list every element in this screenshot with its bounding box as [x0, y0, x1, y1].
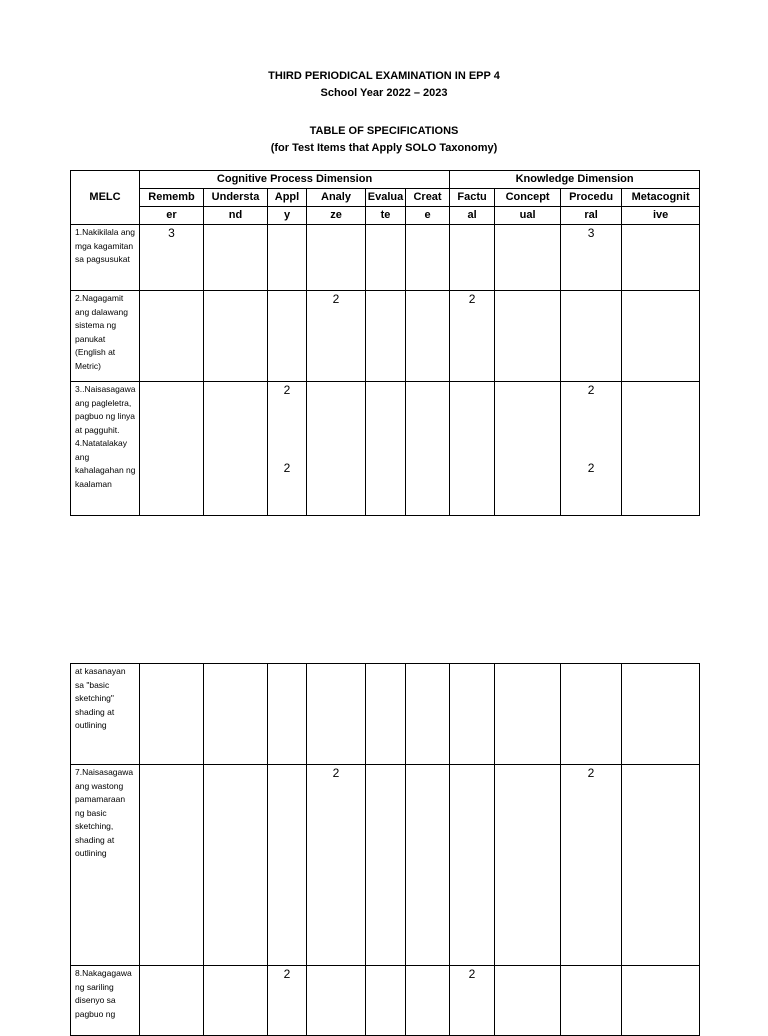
value-cell	[450, 225, 495, 291]
value-cell	[307, 966, 366, 1036]
value-cell	[366, 765, 406, 966]
value-cell	[204, 382, 268, 516]
col-header-procedural-cont: ral	[561, 207, 622, 225]
value-cell	[622, 765, 700, 966]
value-cell: 2 2	[268, 382, 307, 516]
col-header-apply: Appl	[268, 189, 307, 207]
value-cell	[140, 966, 204, 1036]
value-cell	[366, 225, 406, 291]
col-header-metacognitive: Metacognit	[622, 189, 700, 207]
value-cell	[406, 664, 450, 765]
table-row	[71, 225, 700, 291]
melc-cell: 7.Naisasagawa ang wastong pamamaraan ng basic sketching, shading at outlining	[71, 765, 140, 966]
value-cell	[495, 664, 561, 765]
value-cell	[204, 765, 268, 966]
melc-text-item-3: 3..Naisasagawa ang pagleletra, pagbuo ng linya at pagguhit.	[75, 384, 136, 435]
knowledge-dimension-header: Knowledge Dimension	[450, 171, 700, 189]
value-cell	[406, 966, 450, 1036]
value-cell: 3	[561, 225, 622, 291]
col-header-evaluate-cont: te	[366, 207, 406, 225]
melc-cell: 2.Nagagamit ang dalawang sistema ng panukat (English at Metric)	[71, 291, 140, 382]
col-header-procedural: Procedu	[561, 189, 622, 207]
value-cell	[204, 664, 268, 765]
col-header-conceptual: Concept	[495, 189, 561, 207]
col-header-evaluate: Evalua	[366, 189, 406, 207]
value-cell	[622, 382, 700, 516]
value-cell	[622, 291, 700, 382]
table-row	[71, 966, 700, 1036]
value-cell	[561, 664, 622, 765]
value-cell: 2	[307, 765, 366, 966]
table-row	[71, 664, 700, 765]
value-cell	[450, 765, 495, 966]
value-cell	[204, 291, 268, 382]
tos-subtitle: (for Test Items that Apply SOLO Taxonomy)	[270, 142, 498, 154]
value-cell	[140, 382, 204, 516]
melc-cell: 8.Nakagagawa ng sariling disenyo sa pagbuo ng	[71, 966, 140, 1036]
col-header-understand: Understa	[204, 189, 268, 207]
melc-header: MELC	[71, 171, 140, 225]
value-cell	[307, 664, 366, 765]
value-cell	[140, 765, 204, 966]
value-cell	[307, 225, 366, 291]
col-header-analyze-cont: ze	[307, 207, 366, 225]
value-cell: 2	[450, 966, 495, 1036]
tos-title: TABLE OF SPECIFICATIONS	[309, 125, 459, 137]
col-header-analyze: Analy	[307, 189, 366, 207]
value-cell: 2	[307, 291, 366, 382]
value-cell	[450, 664, 495, 765]
value-cell	[366, 291, 406, 382]
col-header-create: Creat	[406, 189, 450, 207]
value-cell	[268, 291, 307, 382]
melc-cell: 1.Nakikilala ang mga kagamitan sa pagsusukat	[71, 225, 140, 291]
value-cell	[406, 225, 450, 291]
col-header-understand-cont: nd	[204, 207, 268, 225]
col-header-metacognitive-cont: ive	[622, 207, 700, 225]
value-cell	[495, 225, 561, 291]
col-header-remember-cont: er	[140, 207, 204, 225]
value-cell	[561, 291, 622, 382]
value-cell: 2	[268, 966, 307, 1036]
value-cell	[366, 382, 406, 516]
value-cell	[307, 382, 366, 516]
value-cell	[406, 765, 450, 966]
col-header-factual: Factu	[450, 189, 495, 207]
table-row	[71, 765, 700, 966]
value-cell: 2	[450, 291, 495, 382]
value-cell	[495, 382, 561, 516]
value-cell	[495, 966, 561, 1036]
value-cell	[622, 225, 700, 291]
value-cell	[204, 225, 268, 291]
value-cell: 2 2	[561, 382, 622, 516]
tos-table-bottom	[70, 663, 700, 1036]
value-cell	[450, 382, 495, 516]
exam-title: THIRD PERIODICAL EXAMINATION IN EPP 4	[268, 70, 500, 82]
value-cell	[268, 765, 307, 966]
melc-text-item-4: 4.Natatalakay ang kahalagahan ng kaalaman	[75, 438, 136, 489]
value-cell: 3	[140, 225, 204, 291]
value-cell	[495, 765, 561, 966]
value-cell	[140, 664, 204, 765]
value-cell	[495, 291, 561, 382]
col-header-create-cont: e	[406, 207, 450, 225]
value-cell	[268, 225, 307, 291]
value-cell	[406, 291, 450, 382]
melc-cell: at kasanayan sa "basic sketching" shading at outlining	[71, 664, 140, 765]
value-cell	[366, 966, 406, 1036]
value-cell	[622, 966, 700, 1036]
value-cell	[561, 966, 622, 1036]
value-cell	[622, 664, 700, 765]
table-row	[71, 291, 700, 382]
cognitive-dimension-header: Cognitive Process Dimension	[140, 171, 450, 189]
value-cell	[268, 664, 307, 765]
value-cell	[406, 382, 450, 516]
page-header	[0, 68, 768, 157]
col-header-conceptual-cont: ual	[495, 207, 561, 225]
tos-table-top	[70, 170, 700, 516]
school-year: School Year 2022 – 2023	[320, 87, 448, 99]
col-header-remember: Rememb	[140, 189, 204, 207]
table-row	[71, 382, 700, 516]
value-cell: 2	[561, 765, 622, 966]
melc-cell	[71, 382, 140, 516]
value-cell	[140, 291, 204, 382]
col-header-apply-cont: y	[268, 207, 307, 225]
col-header-factual-cont: al	[450, 207, 495, 225]
value-cell	[366, 664, 406, 765]
value-cell	[204, 966, 268, 1036]
